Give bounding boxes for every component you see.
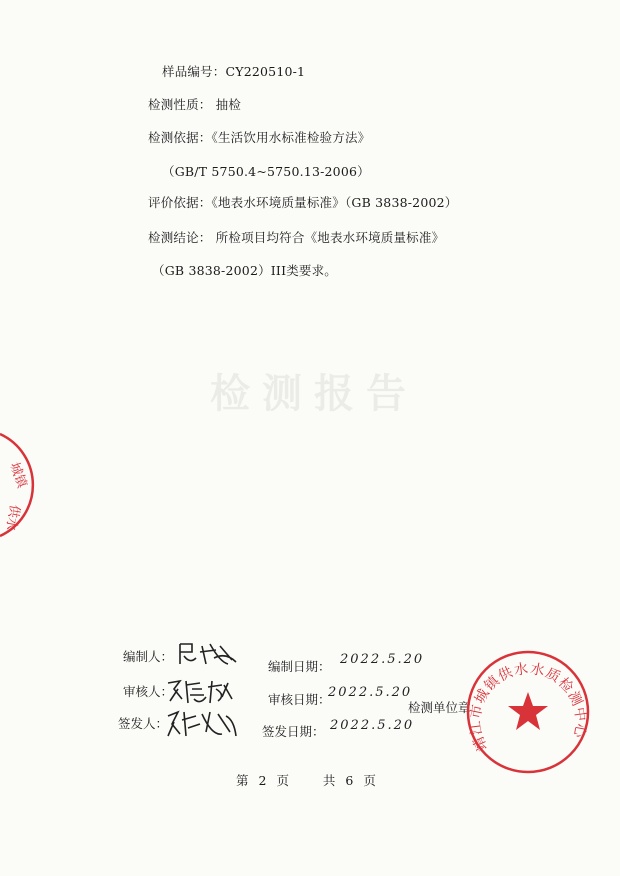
- partial-seal-left: [0, 430, 40, 550]
- issue-date-label: 签发日期：: [262, 724, 325, 739]
- issue-date-value: 2022.5.20: [330, 718, 415, 733]
- total-word: 页: [363, 773, 376, 788]
- total-prefix: 共: [322, 773, 336, 788]
- svg-text:城镇: 城镇: [6, 460, 30, 491]
- page-word: 页: [276, 773, 289, 788]
- prepared-date-value: 2022.5.20: [340, 652, 425, 667]
- sample-number: 样品编号：CY220510-1: [162, 64, 306, 79]
- test-nature: 检测性质： 抽检: [148, 97, 242, 112]
- approved-by-label: 签发人：: [118, 716, 169, 731]
- test-basis-line-1: 检测依据：《生活饮用水标准检验方法》: [148, 130, 371, 145]
- seal-star-icon: [508, 692, 548, 730]
- prepared-date-label: 编制日期：: [268, 659, 331, 674]
- page-prefix: 第: [236, 773, 249, 788]
- bleed-through-title: 检测报告: [210, 371, 418, 417]
- official-seal: [464, 648, 594, 778]
- review-date-label: 审核日期：: [268, 692, 331, 707]
- total-pages: 6: [345, 773, 354, 788]
- reviewed-by-label: 审核人：: [123, 684, 174, 699]
- page-number: 2: [258, 773, 267, 788]
- prepared-by-label: 编制人：: [123, 649, 174, 664]
- handwritten-signature-1: [176, 638, 246, 668]
- test-basis-line-2: （GB/T 5750.4~5750.13-2006）: [162, 164, 370, 179]
- testing-unit-seal-label: 检测单位章: [408, 700, 471, 715]
- evaluation-basis: 评价依据：《地表水环境质量标准》（GB 3838-2002）: [148, 195, 458, 210]
- conclusion-line-2: （GB 3838-2002）III类要求。: [152, 263, 338, 278]
- handwritten-signature-3: [166, 706, 246, 740]
- conclusion-line-1: 检测结论： 所检项目均符合《地表水环境质量标准》: [148, 230, 445, 245]
- handwritten-signature-2: [166, 675, 246, 705]
- review-date-value: 2022.5.20: [328, 685, 413, 700]
- seal-text: 靖江市城镇供水水质检测中心: [467, 661, 589, 754]
- svg-text:供水: 供水: [2, 503, 22, 532]
- page-footer: [236, 771, 376, 789]
